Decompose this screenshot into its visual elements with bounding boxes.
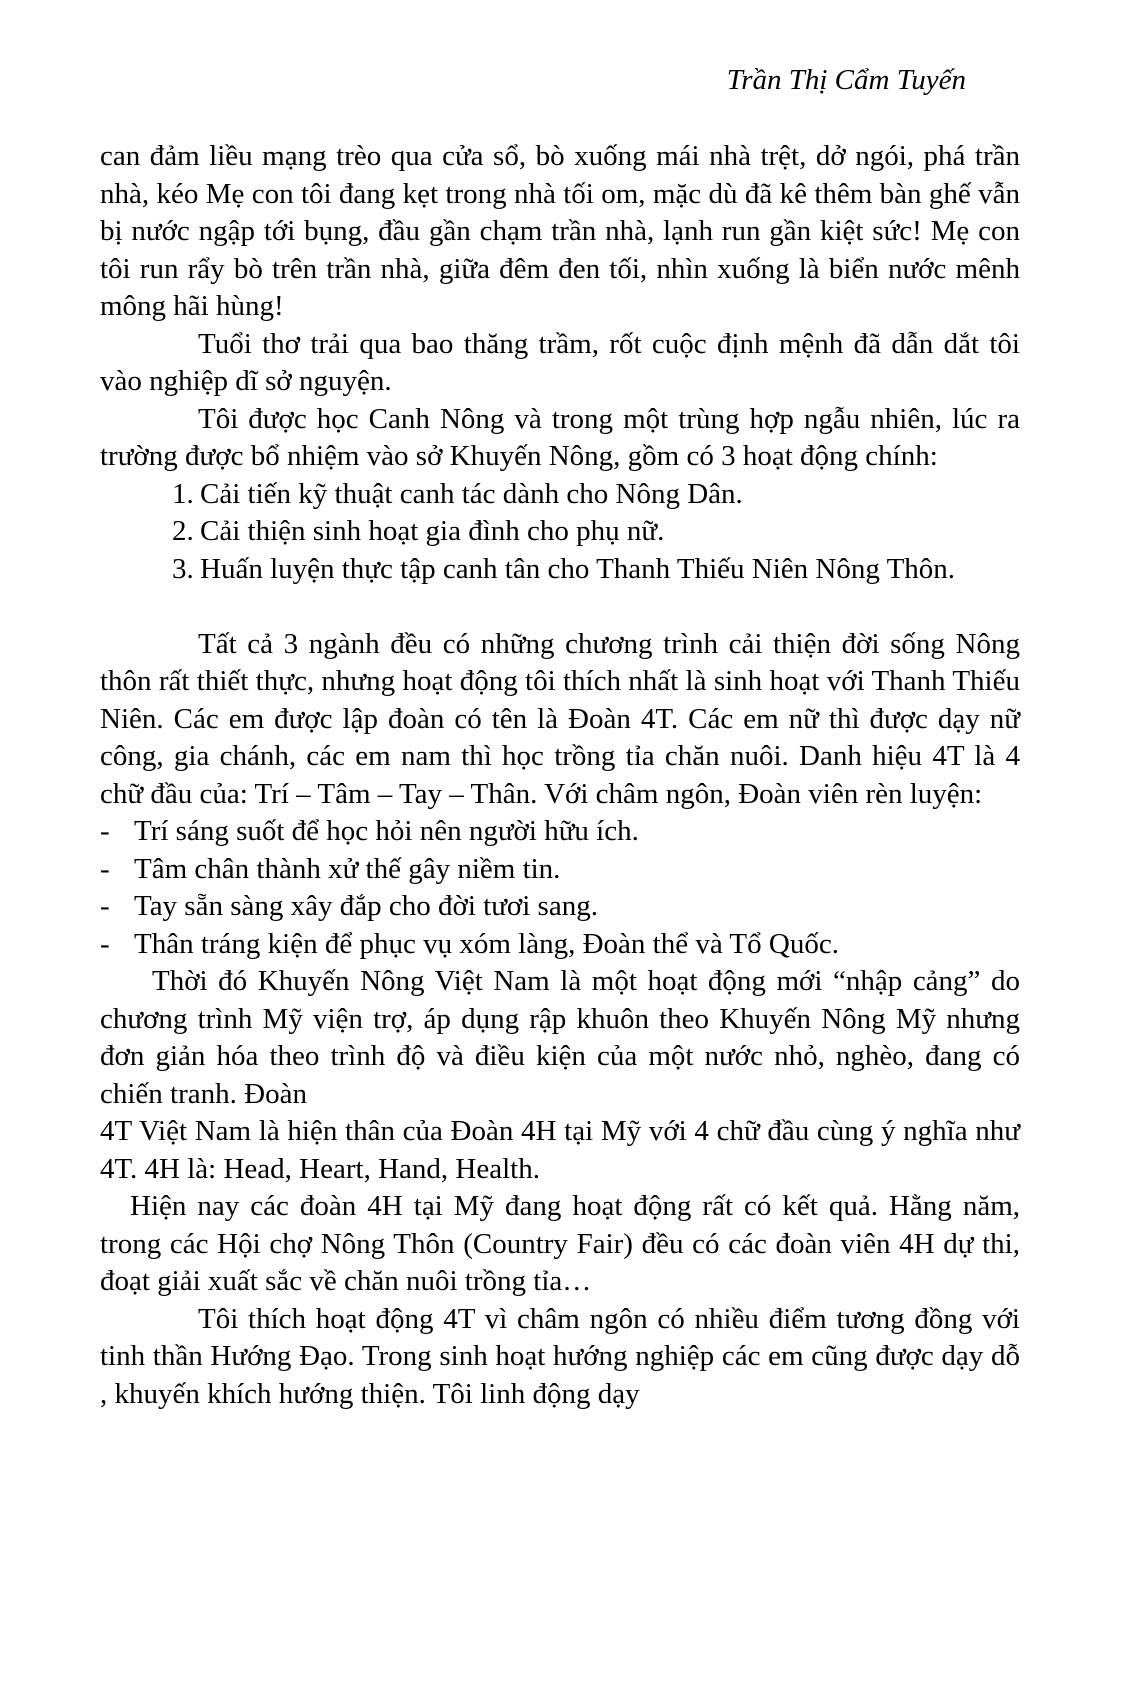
list-item-text: Huấn luyện thực tập canh tân cho Thanh Thiếu Niên Nông Thôn.	[200, 552, 956, 585]
paragraph-8: Tôi thích hoạt động 4T vì châm ngôn có nhiều điểm tương đồng với tinh thần Hướng Đạo. Trong sinh hoạt hướng nghiệp các em cũng được dạy dỗ , khuyến khích hướng thiện. Tôi linh động dạy	[100, 1302, 1020, 1410]
list-number: 1.	[172, 477, 194, 510]
paragraph-1: can đảm liều mạng trèo qua cửa sổ, bò xuống mái nhà trệt, dở ngói, phá trần nhà, kéo Mẹ con tôi đang kẹt trong nhà tối om, mặc dù đã kê thêm bàn ghế vẫn bị nước ngập tới bụng, đầu gần chạm trần nhà, lạnh run gần kiệt sức! Mẹ con tôi run rẩy bò trên trần nhà, giữa đêm đen tối, nhìn xuống là biển nước mênh mông hãi hùng!	[100, 140, 1020, 322]
list-item	[100, 813, 1020, 851]
list-item	[100, 476, 1020, 514]
page-body	[100, 138, 1020, 1413]
paragraph-7: Hiện nay các đoàn 4H tại Mỹ đang hoạt động rất có kết quả. Hằng năm, trong các Hội chợ Nông Thôn (Country Fair) đều có các đoàn viên 4H dự thi, đoạt giải xuất sắc về chăn nuôi trồng tỉa…	[100, 1190, 1020, 1297]
list-item-text: Tay sẵn sàng xây đắp cho đời tươi sang.	[134, 890, 598, 922]
list-item	[100, 926, 1020, 964]
numbered-list	[100, 476, 1020, 589]
list-dash: -	[100, 815, 110, 847]
list-item-text: Cải thiện sinh hoạt gia đình cho phụ nữ.	[200, 515, 665, 547]
paragraph-5: Thời đó Khuyến Nông Việt Nam là một hoạt động mới “nhập cảng” do chương trình Mỹ viện trợ, áp dụng rập khuôn theo Khuyến Nông Mỹ nhưng đơn giản hóa theo trình độ và điều kiện của một nước nhỏ, nghèo, đang có chiến tranh. Đoàn	[100, 965, 1020, 1110]
motto-list	[100, 813, 1020, 963]
list-item	[100, 851, 1020, 889]
list-number: 3.	[172, 552, 194, 585]
list-dash: -	[100, 852, 110, 885]
paragraph-2: Tuổi thơ trải qua bao thăng trầm, rốt cuộc định mệnh đã dẫn dắt tôi vào nghiệp dĩ sở nguyện.	[100, 327, 1020, 397]
list-item	[100, 551, 1020, 589]
running-header-author: Trần Thị Cẩm Tuyến	[726, 64, 966, 96]
list-dash: -	[100, 890, 110, 922]
paragraph-3: Tôi được học Canh Nông và trong một trùng hợp ngẫu nhiên, lúc ra trường được bổ nhiệm vào sở Khuyến Nông, gồm có 3 hoạt động chính:	[100, 402, 1020, 472]
list-item-text: Trí sáng suốt để học hỏi nên người hữu ích.	[134, 815, 639, 847]
paragraph-6: 4T Việt Nam là hiện thân của Đoàn 4H tại Mỹ với 4 chữ đầu cùng ý nghĩa như 4T. 4H là: Head, Heart, Hand, Health.	[100, 1115, 1020, 1185]
list-number: 2.	[172, 515, 194, 547]
list-item-text: Cải tiến kỹ thuật canh tác dành cho Nông Dân.	[200, 477, 743, 510]
blank-line	[100, 588, 1020, 626]
list-item-text: Tâm chân thành xử thế gây niềm tin.	[134, 852, 561, 885]
list-item	[100, 513, 1020, 551]
list-item	[100, 888, 1020, 926]
list-item-text: Thân tráng kiện để phục vụ xóm làng, Đoàn thể và Tổ Quốc.	[134, 927, 839, 960]
paragraph-4: Tất cả 3 ngành đều có những chương trình cải thiện đời sống Nông thôn rất thiết thực, nhưng hoạt động tôi thích nhất là sinh hoạt với Thanh Thiếu Niên. Các em được lập đoàn có tên là Đoàn 4T. Các em nữ thì được dạy nữ công, gia chánh, các em nam thì học trồng tỉa chăn nuôi. Danh hiệu 4T là 4 chữ đầu của: Trí – Tâm – Tay – Thân. Với châm ngôn, Đoàn viên rèn luyện:	[100, 627, 1020, 810]
list-dash: -	[100, 927, 110, 960]
